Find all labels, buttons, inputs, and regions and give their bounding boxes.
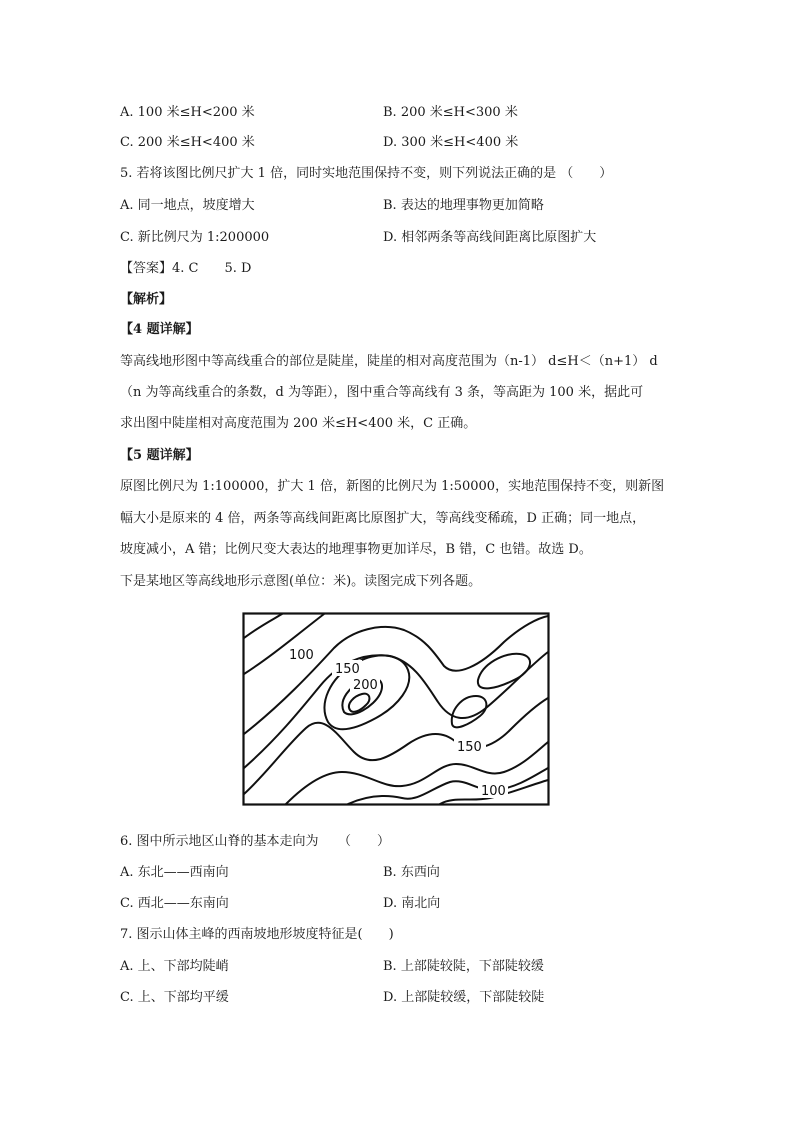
q4-option-c: C. 200 米≤H<400 米 — [120, 135, 255, 150]
answer-line: 【答案】4. C 5. D — [120, 261, 252, 276]
q7-stem: 7. 图示山体主峰的西南坡地形坡度特征是( ) — [120, 927, 394, 942]
contour-map — [242, 612, 550, 806]
q4-option-a: A. 100 米≤H<200 米 — [120, 105, 255, 120]
q5-option-c: C. 新比例尺为 1:200000 — [120, 230, 270, 245]
q7-option-d: D. 上部陡较缓，下部陡较陡 — [383, 990, 545, 1005]
analysis-heading: 【解析】 — [120, 292, 173, 307]
q5-option-d: D. 相邻两条等高线间距离比原图扩大 — [383, 230, 597, 245]
q6-option-b: B. 东西向 — [383, 865, 440, 880]
q4-option-d: D. 300 米≤H<400 米 — [383, 135, 519, 150]
map-intro: 下是某地区等高线地形示意图(单位：米)。读图完成下列各题。 — [120, 574, 482, 589]
q6-option-a: A. 东北——西南向 — [120, 865, 229, 880]
q6-stem: 6. 图中所示地区山脊的基本走向为 （ ） — [120, 834, 391, 849]
q7-option-c: C. 上、下部均平缓 — [120, 990, 229, 1005]
q4-detail-line-2: （n 为等高线重合的条数，d 为等距），图中重合等高线有 3 条，等高距为 100 米，据此可 — [120, 385, 644, 400]
q5-option-a: A. 同一地点，坡度增大 — [120, 198, 255, 213]
q5-detail-heading: 【5 题详解】 — [120, 448, 199, 463]
q7-option-b: B. 上部陡较陡，下部陡较缓 — [383, 959, 544, 974]
contour-label-100-bottom: 100 — [481, 784, 506, 799]
contour-map-svg — [242, 612, 550, 806]
q6-option-d: D. 南北向 — [383, 896, 441, 911]
contour-label-100-top: 100 — [289, 648, 314, 663]
q5-detail-line-2: 幅大小是原来的 4 倍，两条等高线间距离比原图扩大，等高线变稀疏，D 正确；同一地点， — [120, 511, 646, 526]
q6-option-c: C. 西北——东南向 — [120, 896, 229, 911]
q5-detail-line-3: 坡度减小，A 错；比例尺变大表达的地理事物更加详尽，B 错，C 也错。故选 D。 — [120, 542, 592, 557]
q5-detail-line-1: 原图比例尺为 1:100000，扩大 1 倍，新图的比例尺为 1:50000，实地范围保持不变，则新图 — [120, 479, 665, 494]
contour-label-200: 200 — [353, 678, 378, 693]
q5-stem: 5. 若将该图比例尺扩大 1 倍，同时实地范围保持不变，则下列说法正确的是 （ ） — [120, 166, 613, 181]
q4-detail-heading: 【4 题详解】 — [120, 322, 199, 337]
q5-option-b: B. 表达的地理事物更加简略 — [383, 198, 544, 213]
contour-label-150-top: 150 — [335, 662, 360, 677]
q4-detail-line-3: 求出图中陡崖相对高度范围为 200 米≤H<400 米，C 正确。 — [120, 416, 477, 431]
q4-option-b: B. 200 米≤H<300 米 — [383, 105, 518, 120]
q4-detail-line-1: 等高线地形图中等高线重合的部位是陡崖，陡崖的相对高度范围为（n-1） d≤H＜（n+1） d — [120, 354, 658, 369]
q7-option-a: A. 上、下部均陡峭 — [120, 959, 229, 974]
contour-label-150-bottom: 150 — [457, 740, 482, 755]
